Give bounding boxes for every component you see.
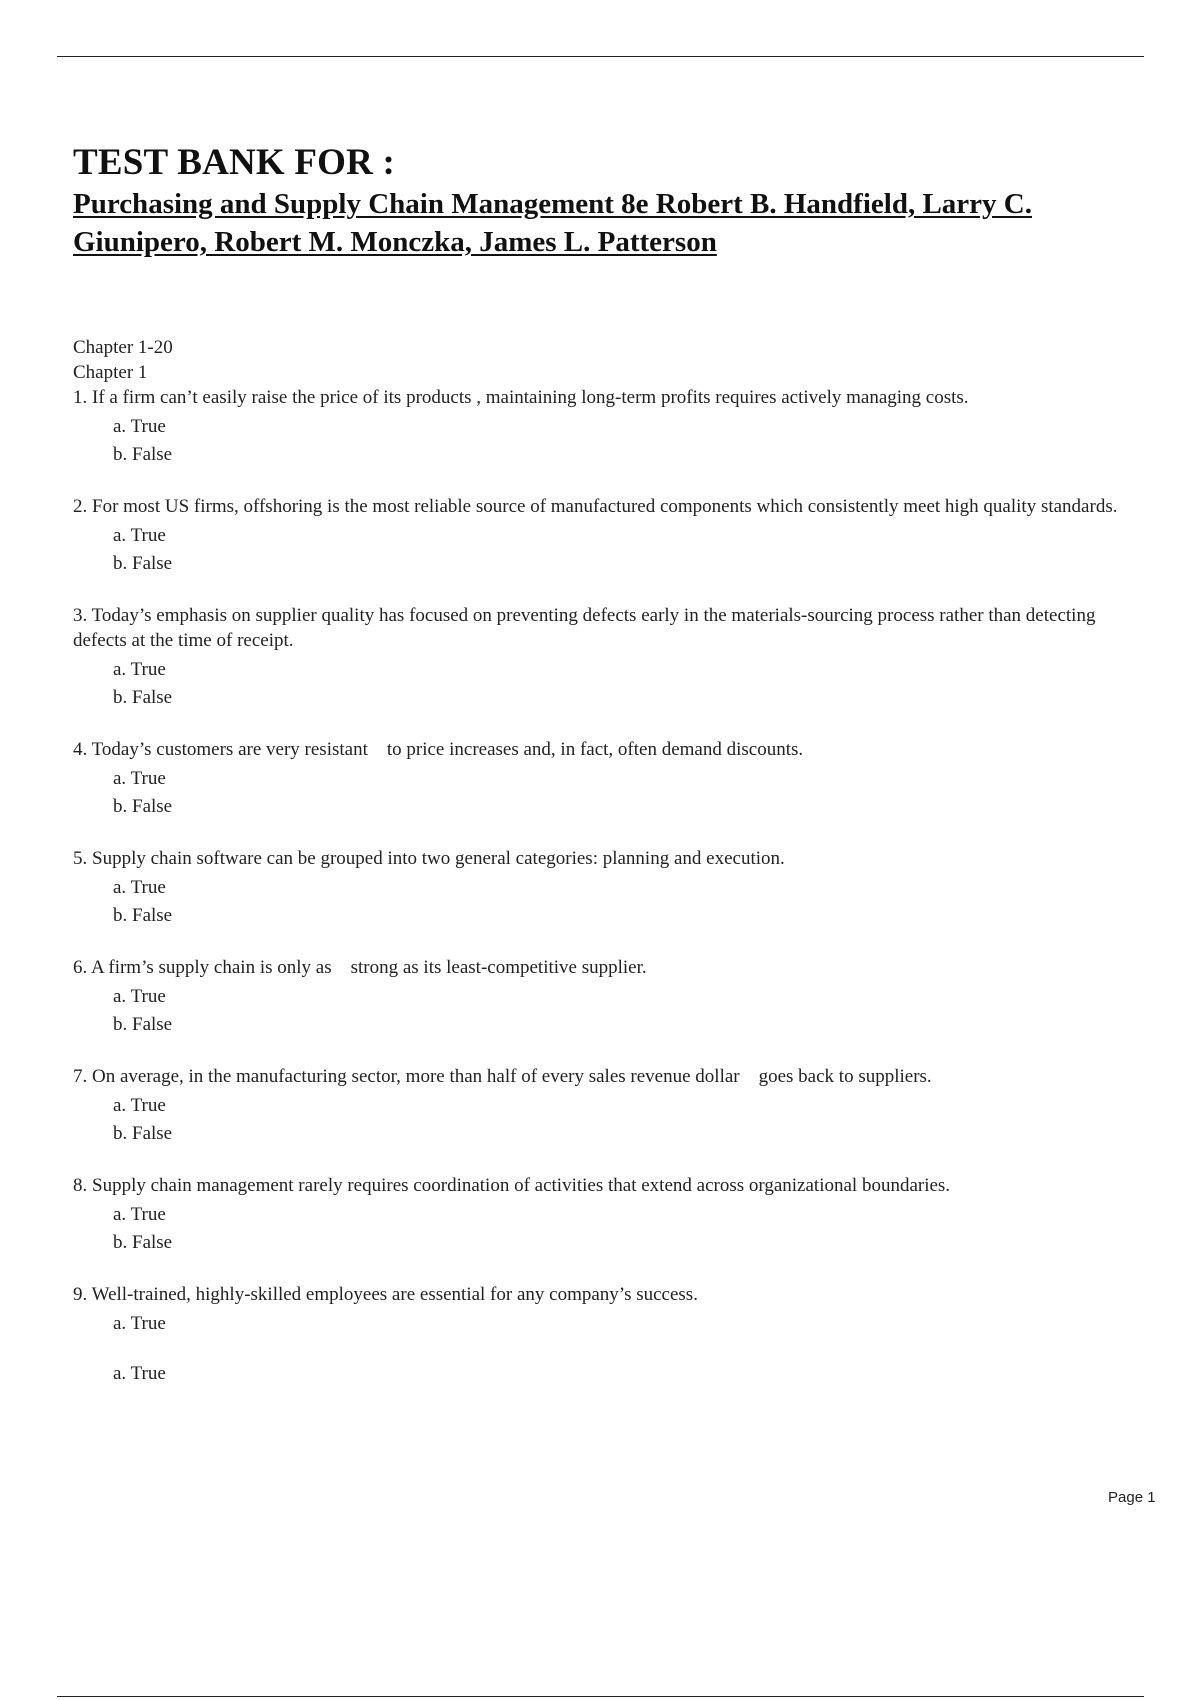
document-subtitle [73, 185, 1153, 261]
chapter-range: Chapter 1-20 [73, 337, 173, 358]
question-text: 2. For most US firms, offshoring is the most reliable source of manufactured components which consistently meet high quality standards. [73, 496, 1118, 517]
question-text: 8. Supply chain management rarely requires coordination of activities that extend across organizational boundaries. [73, 1175, 951, 1196]
answer-options [73, 656, 1133, 712]
page-number: Page 1 [1108, 1489, 1156, 1506]
question-text: 3. Today’s emphasis on supplier quality has focused on preventing defects early in the materials-sourcing process rather than detecting defects at the time of receipt. [73, 605, 1096, 651]
answer-options [73, 983, 1133, 1039]
subtitle-line-1: Purchasing and Supply Chain Management 8e Robert B. Handfield, Larry C. [73, 188, 1032, 220]
answer-option: b. False [113, 444, 173, 465]
answer-options [73, 1092, 1133, 1148]
answer-option: a. True [113, 525, 166, 546]
answer-options [73, 765, 1133, 821]
answer-option: a. True [113, 986, 166, 1007]
question-item [73, 494, 1133, 578]
question-text: 6. A firm’s supply chain is only as strong as its least-competitive supplier. [73, 957, 647, 978]
question-text: 5. Supply chain software can be grouped into two general categories: planning and execution. [73, 848, 785, 869]
question-text: 1. If a firm can’t easily raise the price of its products , maintaining long-term profits requires actively managing costs. [73, 387, 969, 408]
bottom-rule [57, 1696, 1144, 1697]
answer-option: b. False [113, 553, 173, 574]
answer-option: a. True [113, 1204, 166, 1225]
question-item [73, 737, 1133, 821]
question-text: 9. Well-trained, highly-skilled employees are essential for any company’s success. [73, 1284, 698, 1305]
trailing-answer-option: a. True [113, 1363, 166, 1384]
question-text: 7. On average, in the manufacturing sector, more than half of every sales revenue dollar goes back to suppliers. [73, 1066, 932, 1087]
question-item [73, 1173, 1133, 1257]
question-item [73, 603, 1133, 712]
answer-option: b. False [113, 1232, 173, 1253]
question-item [73, 955, 1133, 1039]
answer-option: a. True [113, 1095, 166, 1116]
question-item [73, 1064, 1133, 1148]
answer-options [73, 413, 1133, 469]
title-block [73, 142, 1153, 261]
question-text: 4. Today’s customers are very resistant to price increases and, in fact, often demand discounts. [73, 739, 804, 760]
question-item [73, 385, 1133, 469]
answer-option: a. True [113, 659, 166, 680]
answer-options [73, 522, 1133, 578]
answer-option: b. False [113, 1123, 173, 1144]
answer-options [73, 874, 1133, 930]
answer-option: b. False [113, 687, 173, 708]
question-content [73, 335, 1133, 1388]
answer-option: a. True [113, 877, 166, 898]
document-title: TEST BANK FOR : [73, 142, 396, 183]
answer-option: a. True [113, 1313, 166, 1334]
answer-options [73, 1310, 1133, 1338]
answer-option: b. False [113, 905, 173, 926]
answer-option: a. True [113, 768, 166, 789]
question-item [73, 1282, 1133, 1388]
chapter-heading: Chapter 1 [73, 362, 148, 383]
answer-option: b. False [113, 1014, 173, 1035]
subtitle-line-2: Giunipero, Robert M. Monczka, James L. Patterson [73, 226, 717, 258]
top-rule [57, 56, 1144, 57]
answer-option: a. True [113, 416, 166, 437]
question-item [73, 846, 1133, 930]
answer-options [73, 1201, 1133, 1257]
answer-option: b. False [113, 796, 173, 817]
